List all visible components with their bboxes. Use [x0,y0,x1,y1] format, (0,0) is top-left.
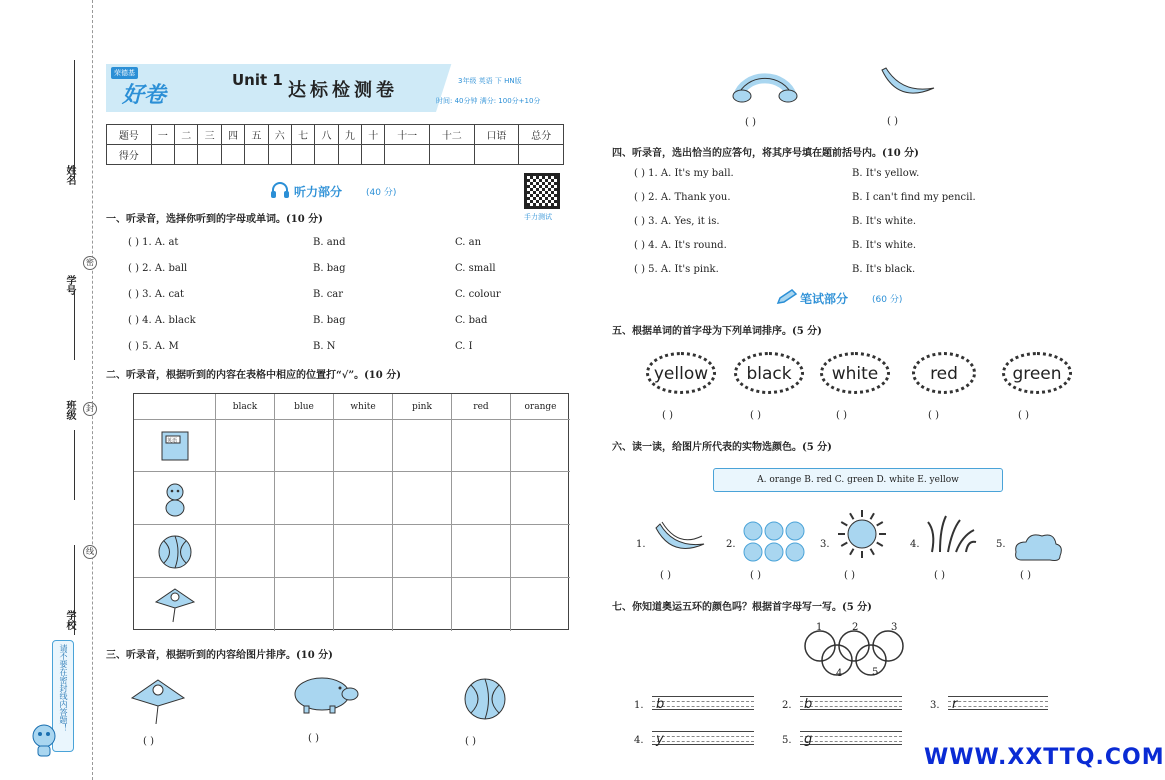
word-cloud: yellow [646,352,716,394]
name-line [74,60,75,180]
grade-info: 3年级 英语 下 HN版 [458,77,522,85]
score-column-header: 七 [291,125,314,145]
check-cell[interactable] [393,578,452,631]
ring-number: 1 [816,622,823,633]
check-cell[interactable] [393,525,452,578]
word-cloud: black [734,352,804,394]
score-column-header: 八 [315,125,338,145]
seal-mark: 线 [83,545,97,559]
score-cell[interactable] [291,145,314,165]
writing-points: (60 分) [872,295,903,305]
score-column-header: 四 [221,125,244,145]
ring-number: 3 [891,622,898,633]
headphones-icon [270,181,290,199]
answer-paren[interactable]: ( ) [662,410,673,421]
kite-icon [153,586,197,624]
item-number: 5. [782,735,792,746]
section2-title: 二、听录音，根据听到的内容在表格中相应的位置打“√”。(10 分) [106,370,401,381]
score-cell[interactable] [519,145,564,165]
question-item[interactable]: ( ) 5. A. It's pink. [634,264,719,275]
check-cell[interactable] [511,420,570,472]
section7-title: 七、你知道奥运五环的颜色吗？根据首字母写一写。(5 分) [612,602,872,613]
oranges-icon [742,520,806,564]
id-line [74,290,75,360]
row-image [134,525,216,578]
answer-paren[interactable]: ( ) [1018,410,1029,421]
id-label: 学号 [64,275,75,295]
score-column-header: 十一 [385,125,430,145]
score-table [106,124,564,165]
option: B. It's yellow. [852,168,920,179]
qr-code [524,173,560,209]
question-item[interactable]: ( ) 2. A. Thank you. [634,192,731,203]
word-cloud: green [1002,352,1072,394]
score-label: 得分 [107,145,152,165]
score-cell[interactable] [151,145,174,165]
check-cell[interactable] [216,578,275,631]
score-cell[interactable] [268,145,291,165]
color-header: white [334,394,393,420]
row-image [134,578,216,631]
score-cell[interactable] [338,145,361,165]
color-header: black [216,394,275,420]
score-column-header: 三 [198,125,221,145]
check-cell[interactable] [452,472,511,525]
score-cell[interactable] [430,145,475,165]
writing-line[interactable] [652,696,754,710]
score-column-header: 六 [268,125,291,145]
score-cell[interactable] [385,145,430,165]
option: B. It's black. [852,264,916,275]
word-cloud: white [820,352,890,394]
question-item[interactable]: ( ) 3. A. cat [128,289,185,300]
check-cell[interactable] [334,420,393,472]
question-item[interactable]: ( ) 1. A. It's my ball. [634,168,734,179]
question-item[interactable]: ( ) 2. A. ball [128,263,188,274]
listening-title: 听力部分 [294,185,343,199]
item-number: 3. [930,700,940,711]
section5-title: 五、根据单词的首字母为下列单词排序。(5 分) [612,326,822,337]
page-title: 达标检测卷 [288,80,398,101]
ring-number: 5 [872,667,879,678]
writing-line[interactable] [948,696,1048,710]
kite-image [128,676,188,726]
svg-text:英语: 英语 [167,438,178,444]
option: B. car [313,289,344,300]
cut-line [92,0,93,780]
answer-paren[interactable]: ( ) [308,733,319,744]
writing-line[interactable] [800,731,902,745]
first-letter: r [952,697,958,712]
option: B. I can't find my pencil. [852,192,976,203]
score-cell[interactable] [198,145,221,165]
item-image [652,518,708,561]
item-number: 2. [782,700,792,711]
first-letter: b [804,697,813,712]
item-image [836,508,888,563]
option: C. I [455,341,473,352]
section3-title: 三、听录音，根据听到的内容给图片排序。(10 分) [106,650,333,661]
brand-sub: 荣德基 [111,67,138,79]
notice-box: 请不要在密封线内答题！ [52,640,74,752]
dog-icon [158,480,192,518]
ball-icon [156,533,194,571]
watermark: WWW.XXTTQ.COM [924,745,1165,770]
check-cell[interactable] [216,420,275,472]
option: C. an [455,237,482,248]
answer-paren[interactable]: ( ) [887,116,898,127]
ring-number: 4 [836,668,843,679]
option: C. small [455,263,496,274]
score-column-header: 总分 [519,125,564,145]
grass-icon [926,512,978,556]
sun-icon [836,508,888,560]
option: B. and [313,237,346,248]
ring-number: 2 [852,622,859,633]
class-line [74,430,75,500]
item-number: 1. [634,700,644,711]
check-cell[interactable] [452,420,511,472]
question-label: 题号 [107,125,152,145]
header-banner [106,64,564,112]
word-cloud: red [912,352,976,394]
time-info: 时间: 40分钟 满分: 100分+10分 [436,97,541,105]
writing-title: 笔试部分 [800,292,849,306]
score-cell[interactable] [474,145,519,165]
writing-line[interactable] [800,696,902,710]
row-image [134,472,216,525]
answer-paren[interactable]: ( ) [750,410,761,421]
row-image [134,420,216,472]
answer-paren[interactable]: ( ) [1020,570,1031,581]
check-cell[interactable] [275,578,334,631]
check-cell[interactable] [511,578,570,631]
option: B. bag [313,315,346,326]
option: B. N [313,341,336,352]
name-label: 姓名 [64,165,75,185]
score-column-header: 一 [151,125,174,145]
score-cell[interactable] [221,145,244,165]
listening-points: (40 分) [366,188,397,198]
answer-paren[interactable]: ( ) [934,570,945,581]
item-number: 3. [820,539,830,550]
option: B. It's white. [852,240,917,251]
option: C. bad [455,315,488,326]
item-number: 5. [996,539,1006,550]
check-cell[interactable] [334,472,393,525]
check-cell[interactable] [511,472,570,525]
check-cell[interactable] [393,472,452,525]
writing-line[interactable] [652,731,754,745]
brand-logo: 好卷 [122,83,167,108]
color-grid [133,393,569,630]
item-image [1012,530,1064,569]
mascot-icon [30,722,58,758]
color-header: red [452,394,511,420]
score-column-header: 十二 [430,125,475,145]
first-letter: b [656,697,665,712]
score-cell[interactable] [362,145,385,165]
score-cell[interactable] [245,145,268,165]
color-header: pink [393,394,452,420]
item-number: 1. [636,539,646,550]
item-number: 4. [910,539,920,550]
school-label: 学校 [64,610,75,630]
check-cell[interactable] [511,525,570,578]
check-cell[interactable] [334,578,393,631]
check-cell[interactable] [216,525,275,578]
color-header: orange [511,394,570,420]
check-cell[interactable] [452,525,511,578]
qr-label: 手力测试 [524,213,552,221]
score-column-header: 九 [338,125,361,145]
pencil-icon [776,289,798,305]
ball-image [462,676,508,722]
check-cell[interactable] [393,420,452,472]
question-item[interactable]: ( ) 3. A. Yes, it is. [634,216,720,227]
book-icon [158,429,192,463]
question-item[interactable]: ( ) 5. A. M [128,341,179,352]
score-cell[interactable] [175,145,198,165]
unit-label: Unit 1 [232,71,283,89]
first-letter: y [656,732,664,747]
answer-paren[interactable]: ( ) [836,410,847,421]
answer-paren[interactable]: ( ) [660,570,671,581]
answer-paren[interactable]: ( ) [844,570,855,581]
color-options: A. orange B. red C. green D. white E. yellow [713,468,1003,492]
item-image [742,520,806,567]
check-cell[interactable] [275,525,334,578]
section4-title: 四、听录音，选出恰当的应答句，将其序号填在题前括号内。(10 分) [612,148,919,159]
seal-mark: 封 [83,402,97,416]
score-column-header: 二 [175,125,198,145]
check-cell[interactable] [275,420,334,472]
item-number: 2. [726,539,736,550]
score-column-header: 口语 [474,125,519,145]
seal-mark: 密 [83,256,97,270]
banana-image [878,64,938,104]
item-image [926,512,978,559]
check-cell[interactable] [275,472,334,525]
first-letter: g [804,732,813,747]
option: B. It's white. [852,216,917,227]
check-cell[interactable] [452,578,511,631]
option: B. bag [313,263,346,274]
item-number: 4. [634,735,644,746]
option: C. colour [455,289,501,300]
question-item[interactable]: ( ) 1. A. at [128,237,179,248]
answer-paren[interactable]: ( ) [143,736,154,747]
cloud-icon [1012,530,1064,566]
answer-paren[interactable]: ( ) [465,736,476,747]
row-image [134,394,216,420]
section6-title: 六、读一读，给图片所代表的实物选颜色。(5 分) [612,442,832,453]
answer-paren[interactable]: ( ) [750,570,761,581]
bananas-icon [652,518,708,558]
pig-image [290,674,362,714]
section1-title: 一、听录音，选择你听到的字母或单词。(10 分) [106,214,323,225]
class-label: 班级 [64,400,75,420]
answer-paren[interactable]: ( ) [928,410,939,421]
score-column-header: 五 [245,125,268,145]
score-cell[interactable] [315,145,338,165]
color-header: blue [275,394,334,420]
question-item[interactable]: ( ) 4. A. black [128,315,196,326]
rainbow-image [730,64,800,104]
question-item[interactable]: ( ) 4. A. It's round. [634,240,727,251]
answer-paren[interactable]: ( ) [745,117,756,128]
check-cell[interactable] [334,525,393,578]
score-column-header: 十 [362,125,385,145]
check-cell[interactable] [216,472,275,525]
